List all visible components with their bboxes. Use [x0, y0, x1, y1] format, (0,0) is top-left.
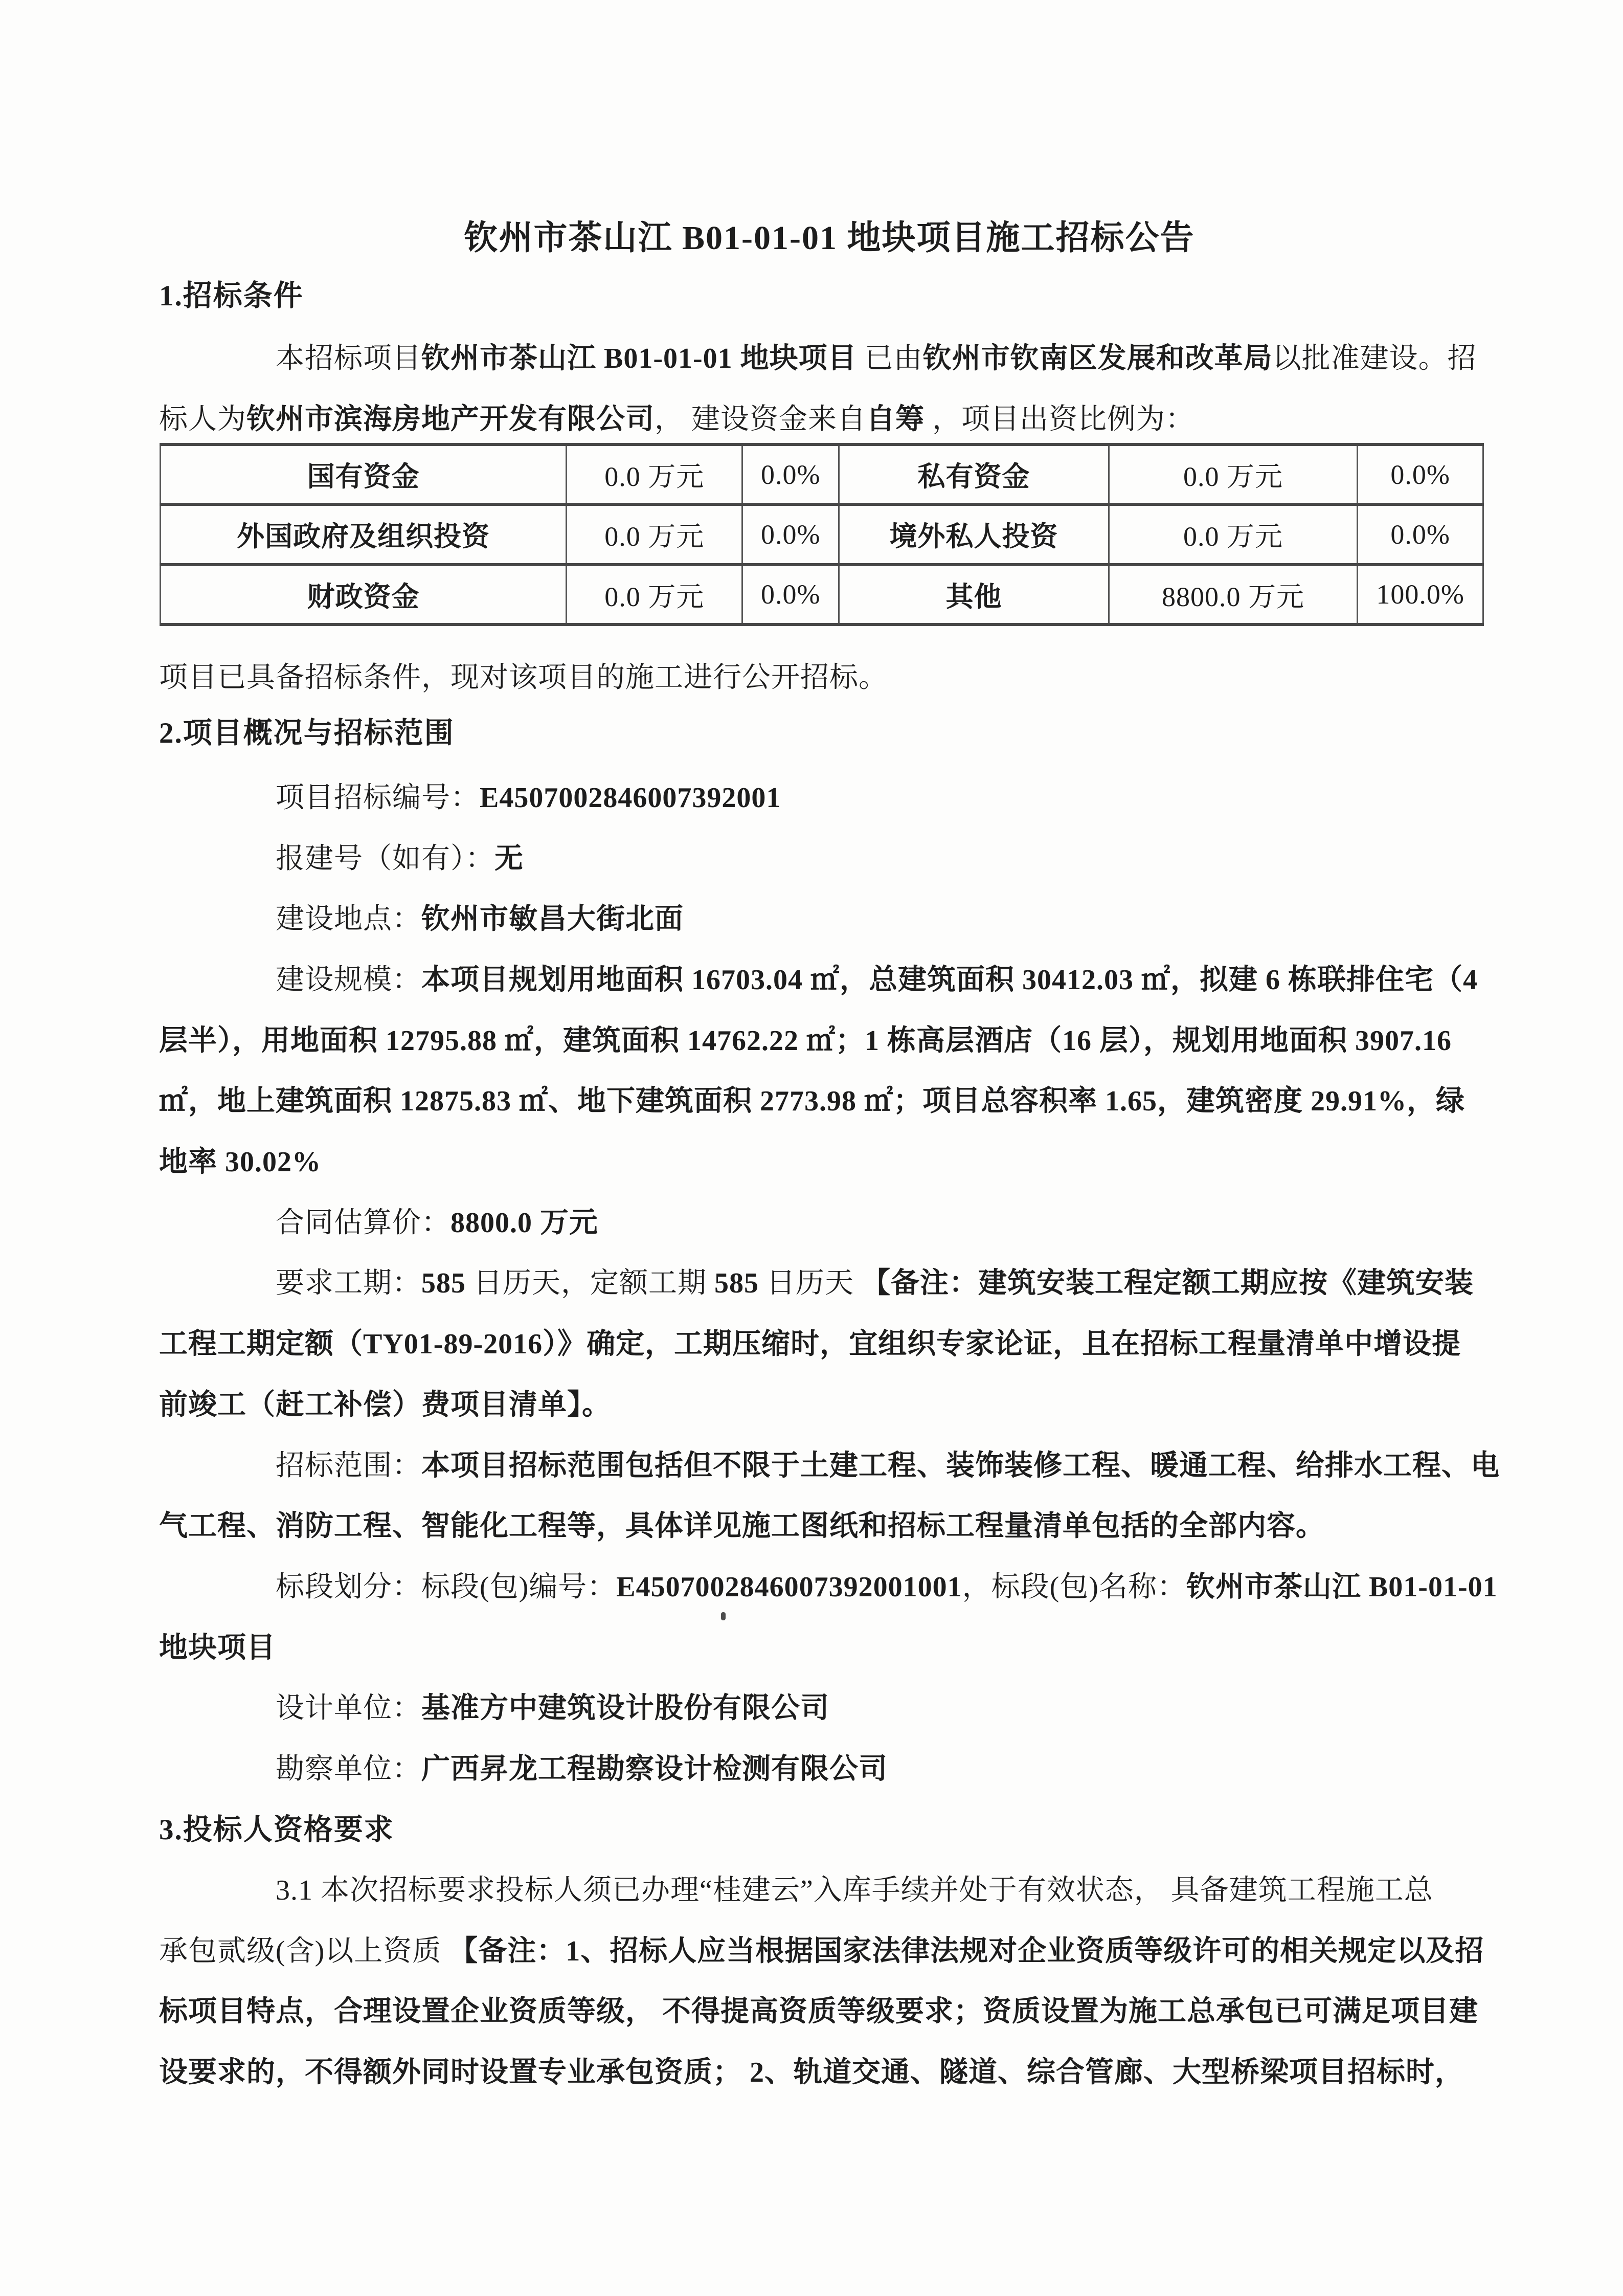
- table-row: [161, 504, 1483, 564]
- text-segment: 8800.0 万元: [450, 1207, 598, 1239]
- funding-ratio-table: [160, 443, 1484, 626]
- text-line: [159, 1690, 1605, 1726]
- text-line: [159, 1508, 1489, 1544]
- text-segment: 钦州市茶山江 B01-01-01 地块项目: [421, 343, 857, 374]
- funding-value-cell: 0.0 万元: [1109, 504, 1357, 564]
- funding-value-cell: 0.0 万元: [567, 504, 742, 564]
- text-line: [159, 1873, 1605, 1908]
- text-segment: 钦州市敏昌大街北面: [421, 903, 684, 935]
- text-segment: 1.招标条件: [159, 280, 304, 312]
- text-segment: 承包贰级(含)以上资质: [159, 1935, 449, 1967]
- text-line: [159, 1387, 1489, 1423]
- funding-category-cell: 国有资金: [161, 444, 567, 504]
- funding-value-cell: 0.0%: [742, 504, 839, 564]
- text-line: [159, 1326, 1489, 1362]
- text-segment: 标人为: [159, 404, 246, 435]
- text-segment: 招标范围：: [276, 1450, 421, 1482]
- text-line: [159, 1023, 1489, 1059]
- text-line: [159, 780, 1605, 816]
- scan-speck: [721, 1612, 726, 1620]
- text-segment: 钦州市茶山江 B01-01-01: [1186, 1571, 1498, 1603]
- text-segment: ，标段(包)名称：: [962, 1571, 1186, 1603]
- funding-category-cell: 财政资金: [161, 565, 567, 625]
- text-segment: 项目招标编号：: [276, 782, 480, 814]
- text-line: [159, 1144, 1489, 1180]
- funding-value-cell: 0.0 万元: [1109, 444, 1357, 504]
- text-segment: 自筹: [866, 404, 925, 435]
- section-heading: [159, 715, 1489, 751]
- text-line: [159, 1994, 1489, 2030]
- text-segment: 3.1 本次招标要求投标人须已办理“桂建云”入库手续并处于有效状态， 具备建筑工程施工总: [276, 1875, 1433, 1906]
- section-heading: [159, 278, 1489, 314]
- funding-value-cell: 0.0%: [742, 444, 839, 504]
- text-segment: ㎡，地上建筑面积 12875.83 ㎡、地下建筑面积 2773.98 ㎡；项目总容积率 1.65，建筑密度 29.91%，绿: [159, 1085, 1465, 1117]
- text-segment: 本招标项目: [276, 343, 421, 374]
- text-segment: 层半），用地面积 12795.88 ㎡，建筑面积 14762.22 ㎡；1 栋高层酒店（16 层），规划用地面积 3907.16: [159, 1025, 1452, 1057]
- text-segment: 前竣工（赶工补偿）费项目清单】。: [159, 1389, 611, 1421]
- text-segment: 585: [714, 1267, 759, 1299]
- text-segment: 地块项目: [159, 1632, 276, 1664]
- text-line: [159, 1205, 1605, 1241]
- text-segment: 工程工期定额（TY01-89-2016）》确定，工期压缩时，宜组织专家论证，且在招标工程量清单中增设提: [159, 1328, 1461, 1360]
- text-segment: 建设地点：: [276, 903, 421, 935]
- text-line: [159, 2055, 1489, 2090]
- text-segment: 报建号（如有）：: [276, 843, 494, 875]
- text-line: [159, 1630, 1489, 1666]
- funding-value-cell: 8800.0 万元: [1109, 565, 1357, 625]
- funding-value-cell: 0.0%: [1358, 504, 1483, 564]
- text-line: [159, 1751, 1605, 1787]
- text-segment: 标项目特点，合理设置企业资质等级， 不得提高资质等级要求；资质设置为施工总承包已可满足项目建: [159, 1996, 1478, 2027]
- text-segment: ，项目出资比例为：: [925, 404, 1194, 435]
- text-segment: 合同估算价：: [276, 1207, 450, 1239]
- text-segment: 勘察单位：: [276, 1753, 421, 1785]
- funding-category-cell: 境外私人投资: [839, 504, 1109, 564]
- text-segment: 日历天，定额工期: [466, 1267, 714, 1299]
- funding-category-cell: 其他: [839, 565, 1109, 625]
- text-segment: 基准方中建筑设计股份有限公司: [421, 1692, 829, 1724]
- funding-category-cell: 外国政府及组织投资: [161, 504, 567, 564]
- text-segment: 以批准建设。招: [1272, 343, 1477, 374]
- text-segment: 本项目规划用地面积 16703.04 ㎡，总建筑面积 30412.03 ㎡，拟建 6 栋联排住宅（4: [421, 964, 1478, 996]
- text-segment: 设要求的，不得额外同时设置专业承包资质； 2、轨道交通、隧道、综合管廊、大型桥梁项目招标时，: [159, 2057, 1464, 2088]
- text-segment: E4507002846007392001: [480, 782, 781, 814]
- text-segment: 【备注：1、招标人应当根据国家法律法规对企业资质等级许可的相关规定以及招: [449, 1935, 1484, 1967]
- text-segment: 【备注：建筑安装工程定额工期应按《建筑安装: [862, 1267, 1474, 1299]
- funding-value-cell: 100.0%: [1358, 565, 1483, 625]
- text-segment: 设计单位：: [276, 1692, 421, 1724]
- section-heading: [159, 1812, 1489, 1848]
- text-segment: 广西昇龙工程勘察设计检测有限公司: [421, 1753, 888, 1785]
- text-segment: 2.项目概况与招标范围: [159, 717, 455, 749]
- text-segment: 日历天: [759, 1267, 862, 1299]
- table-row: [161, 444, 1483, 504]
- text-segment: ， 建设资金来自: [655, 404, 866, 435]
- text-segment: 585: [421, 1267, 466, 1299]
- text-line: [159, 660, 1489, 696]
- text-segment: 项目已具备招标条件，现对该项目的施工进行公开招标。: [159, 662, 888, 694]
- text-line: [159, 341, 1605, 376]
- text-segment: 钦州市滨海房地产开发有限公司: [246, 404, 655, 435]
- text-segment: 无: [494, 843, 524, 875]
- funding-value-cell: 0.0 万元: [567, 565, 742, 625]
- table-row: [161, 565, 1483, 625]
- funding-value-cell: 0.0%: [1358, 444, 1483, 504]
- funding-category-cell: 私有资金: [839, 444, 1109, 504]
- document-title: [0, 217, 1623, 260]
- text-line: [159, 1569, 1605, 1605]
- text-line: [159, 1933, 1489, 1969]
- text-segment: 本项目招标范围包括但不限于土建工程、装饰装修工程、暖通工程、给排水工程、电: [421, 1450, 1500, 1482]
- text-segment: 钦州市茶山江 B01-01-01 地块项目施工招标公告: [464, 219, 1195, 257]
- text-line: [159, 901, 1605, 937]
- text-segment: 3.投标人资格要求: [159, 1814, 394, 1846]
- text-segment: 标段划分：标段(包)编号：: [276, 1571, 617, 1603]
- text-line: [159, 841, 1605, 877]
- text-segment: 建设规模：: [276, 964, 421, 996]
- text-segment: 气工程、消防工程、智能化工程等，具体详见施工图纸和招标工程量清单包括的全部内容。: [159, 1510, 1325, 1542]
- text-line: [159, 1265, 1605, 1301]
- text-segment: 要求工期：: [276, 1267, 421, 1299]
- text-line: [159, 402, 1489, 437]
- text-segment: E4507002846007392001001: [616, 1571, 962, 1603]
- funding-value-cell: 0.0%: [742, 565, 839, 625]
- text-segment: 钦州市钦南区发展和改革局: [922, 343, 1273, 374]
- text-line: [159, 962, 1605, 998]
- text-segment: 地率 30.02%: [159, 1146, 321, 1178]
- text-line: [159, 1448, 1605, 1484]
- text-segment: 已由: [856, 343, 923, 374]
- funding-value-cell: 0.0 万元: [567, 444, 742, 504]
- text-line: [159, 1083, 1489, 1119]
